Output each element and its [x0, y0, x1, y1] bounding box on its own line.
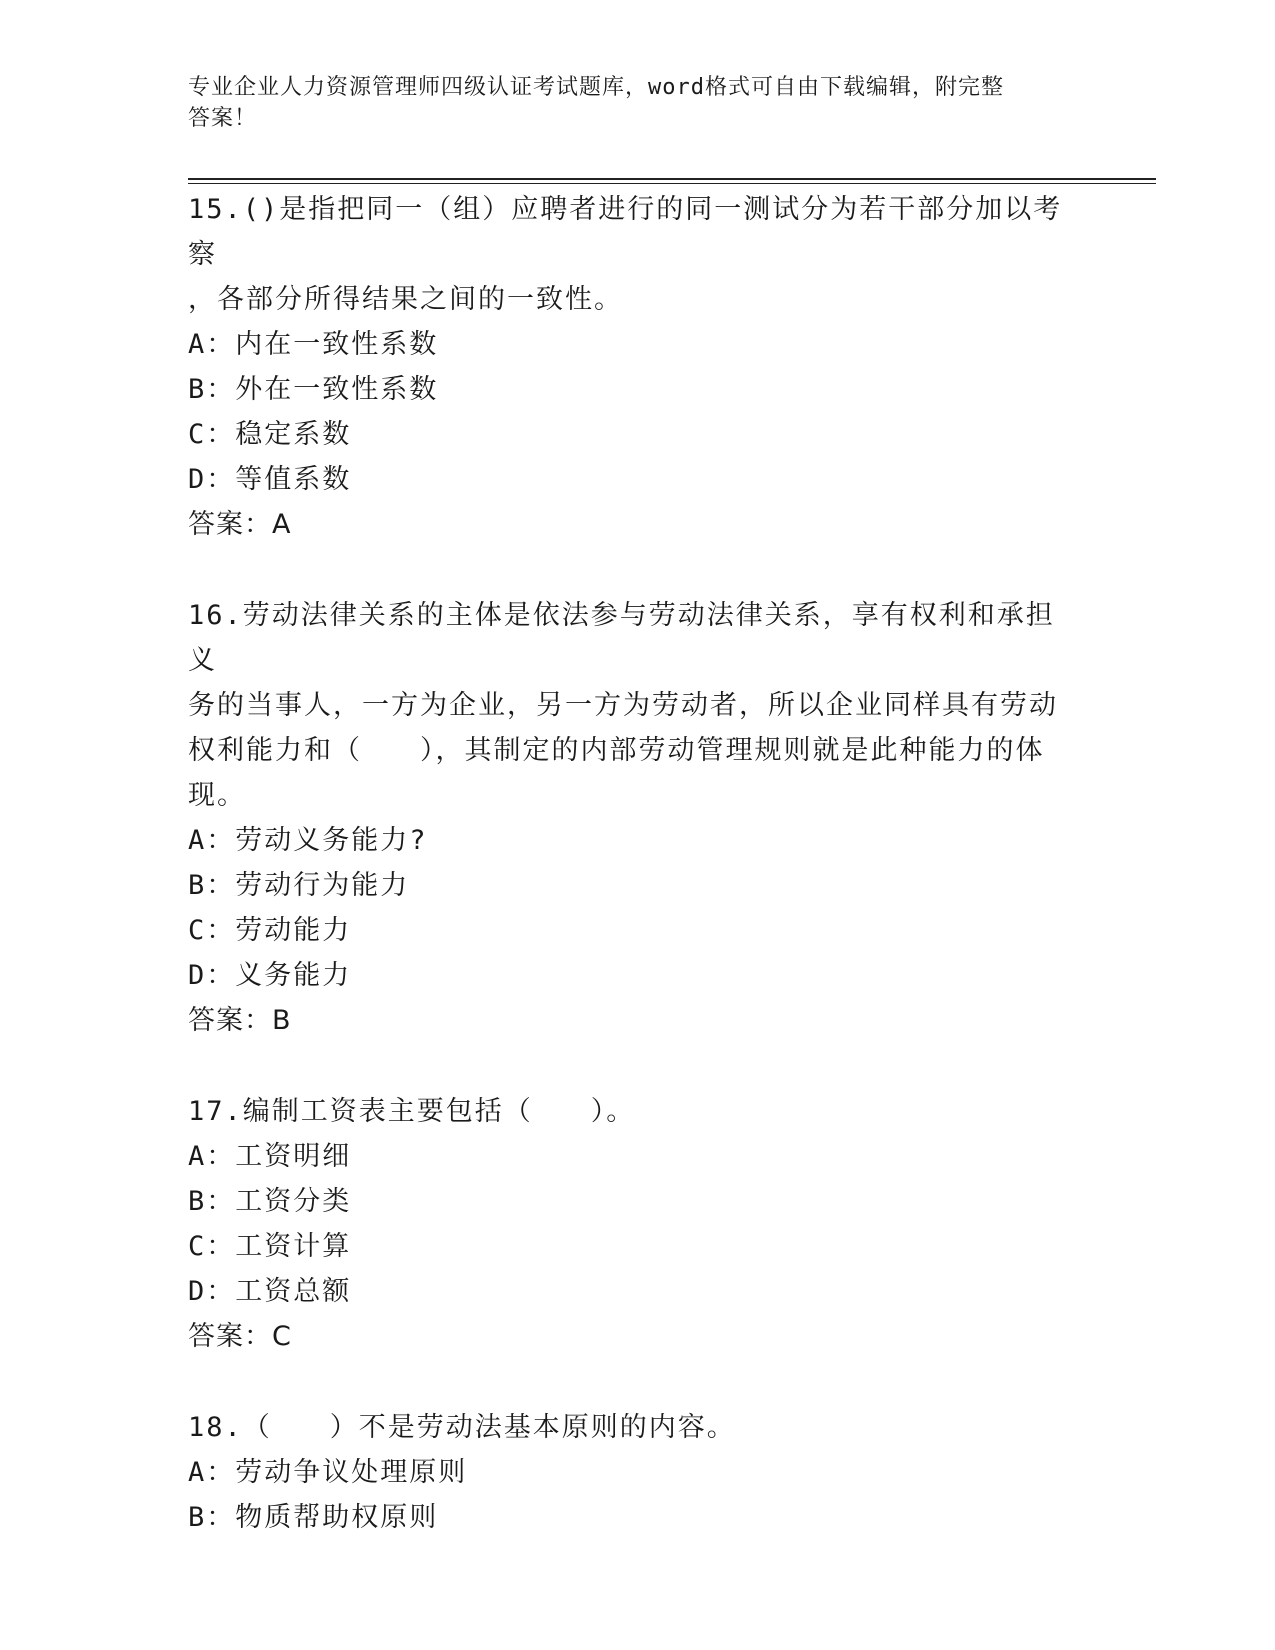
question-stem — [188, 187, 1078, 322]
question-stem-line: 18.（ ）不是劳动法基本原则的内容。 — [188, 1412, 736, 1443]
header-line-1: 专业企业人力资源管理师四级认证考试题库，word格式可自由下载编辑，附完整 — [188, 75, 1004, 100]
answer-line: 答案：A — [188, 509, 292, 540]
option-a: A：劳动义务能力? — [188, 825, 428, 856]
question-stem-line: 15.()是指把同一（组）应聘者进行的同一测试分为若干部分加以考察 — [188, 194, 1063, 270]
question-stem-line: 16.劳动法律关系的主体是依法参与劳动法律关系，享有权利和承担义 — [188, 600, 1055, 676]
question-stem — [188, 1405, 1078, 1450]
option-c: C：劳动能力 — [188, 915, 352, 946]
option-d: D：义务能力 — [188, 960, 352, 991]
option-a: A：劳动争议处理原则 — [188, 1457, 468, 1488]
question-stem-line: 务的当事人，一方为企业，另一方为劳动者，所以企业同样具有劳动 — [188, 690, 1058, 721]
question-stem-line: 权利能力和（ ），其制定的内部劳动管理规则就是此种能力的体 — [188, 735, 1045, 766]
question-stem-line: 17.编制工资表主要包括（ ）。 — [188, 1096, 636, 1127]
header-divider-thin — [188, 183, 1156, 184]
question-stem — [188, 593, 1078, 818]
header-divider-thick — [188, 178, 1156, 180]
header-line-2: 答案！ — [188, 106, 258, 131]
question-list — [188, 187, 1078, 1586]
question-17 — [188, 1089, 1078, 1359]
option-b: B：外在一致性系数 — [188, 374, 439, 405]
question-15 — [188, 187, 1078, 547]
option-a: A：工资明细 — [188, 1141, 352, 1172]
option-b: B：物质帮助权原则 — [188, 1502, 439, 1533]
option-d: D：工资总额 — [188, 1276, 352, 1307]
option-c: C：稳定系数 — [188, 419, 352, 450]
option-b: B：工资分类 — [188, 1186, 352, 1217]
question-16 — [188, 593, 1078, 1043]
option-b: B：劳动行为能力 — [188, 870, 410, 901]
option-c: C：工资计算 — [188, 1231, 352, 1262]
answer-line: 答案：B — [188, 1005, 292, 1036]
question-stem — [188, 1089, 1078, 1134]
question-18 — [188, 1405, 1078, 1540]
question-stem-line: 现。 — [188, 780, 246, 811]
answer-line: 答案：C — [188, 1321, 292, 1352]
option-a: A：内在一致性系数 — [188, 329, 439, 360]
document-header — [188, 72, 1068, 134]
question-stem-line: ，各部分所得结果之间的一致性。 — [188, 284, 623, 315]
option-d: D：等值系数 — [188, 464, 352, 495]
